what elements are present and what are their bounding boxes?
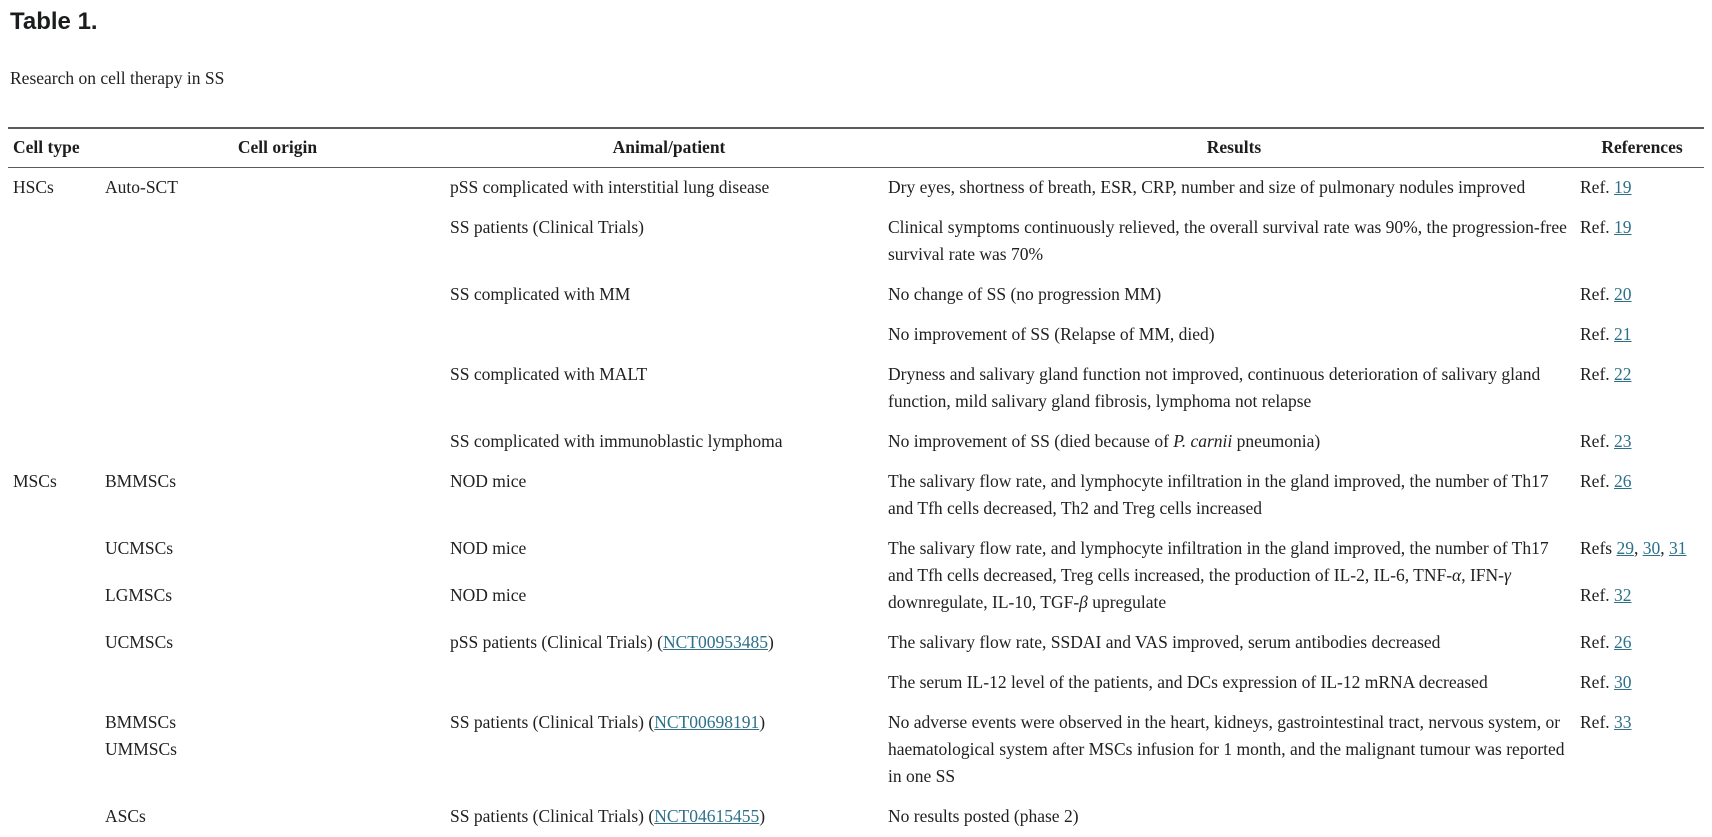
table-row [8, 462, 1704, 529]
reference-link[interactable]: 30 [1614, 672, 1632, 692]
animal-patient-cell [450, 208, 888, 275]
text-segment: Ref. [1580, 217, 1614, 237]
table-title: Table 1. [10, 8, 1704, 36]
cell-line [1580, 535, 1704, 562]
column-header-results: Results [888, 128, 1580, 168]
cell-line [105, 468, 442, 495]
cell-type-cell [8, 663, 105, 703]
cell-type-cell [8, 168, 105, 209]
cell-line [450, 803, 880, 830]
cell-origin-cell [105, 576, 450, 623]
text-segment: Auto-SCT [105, 177, 178, 197]
cell-type-cell [8, 529, 105, 576]
cell-type-cell [8, 422, 105, 462]
table-row [8, 315, 1704, 355]
cell-line [450, 468, 880, 495]
column-header-cell-type: Cell type [8, 128, 105, 168]
cell-line [450, 174, 880, 201]
cell-line [1580, 321, 1704, 348]
italic-text: β [1079, 592, 1088, 612]
cell-origin-cell [105, 422, 450, 462]
text-segment: NOD mice [450, 471, 526, 491]
cell-line [888, 468, 1572, 522]
cell-line [1580, 582, 1704, 609]
cell-line [450, 428, 880, 455]
column-header-cell-origin: Cell origin [105, 128, 450, 168]
cell-line [13, 468, 97, 495]
cell-line [1580, 468, 1704, 495]
text-segment: No adverse events were observed in the heart, kidneys, gastrointestinal tract, nervous system, or haematological system after MSCs infusion for 1 month, and the malignant tumour was reported in one SS [888, 712, 1565, 786]
text-segment: BMMSCs [105, 712, 176, 732]
text-segment: downregulate, IL-10, TGF- [888, 592, 1079, 612]
cell-line [1580, 361, 1704, 388]
table-header-row [8, 128, 1704, 168]
column-header-references: References [1580, 128, 1704, 168]
cell-type-cell [8, 797, 105, 837]
reference-link[interactable]: 31 [1669, 538, 1687, 558]
text-segment: SS complicated with MM [450, 284, 630, 304]
cell-origin-cell [105, 168, 450, 209]
text-segment: Ref. [1580, 364, 1614, 384]
animal-patient-cell [450, 275, 888, 315]
cell-origin-cell [105, 529, 450, 576]
cell-line [105, 736, 442, 763]
cell-line [450, 535, 880, 562]
text-segment: upregulate [1088, 592, 1166, 612]
cell-line [1580, 629, 1704, 656]
text-segment: Clinical symptoms continuously relieved, the overall survival rate was 90%, the progression-free survival rate was 70% [888, 217, 1567, 264]
cell-line [105, 174, 442, 201]
text-segment: ) [759, 712, 765, 732]
text-segment: SS patients (Clinical Trials) ( [450, 712, 654, 732]
table-row [8, 797, 1704, 837]
cell-line [450, 281, 880, 308]
cell-origin-cell [105, 703, 450, 797]
animal-patient-cell [450, 663, 888, 703]
text-segment: NOD mice [450, 538, 526, 558]
cell-origin-cell [105, 797, 450, 837]
text-segment: , IFN- [1461, 565, 1504, 585]
reference-link[interactable]: 22 [1614, 364, 1632, 384]
text-segment: SS patients (Clinical Trials) [450, 217, 644, 237]
animal-patient-cell [450, 703, 888, 797]
cell-line [1580, 214, 1704, 241]
text-segment: The serum IL-12 level of the patients, and DCs expression of IL-12 mRNA decreased [888, 672, 1488, 692]
table-row [8, 529, 1704, 576]
cell-origin-cell [105, 355, 450, 422]
text-segment: Ref. [1580, 284, 1614, 304]
animal-patient-cell [450, 529, 888, 576]
references-cell [1580, 797, 1704, 837]
cell-line [888, 361, 1572, 415]
references-cell [1580, 355, 1704, 422]
cell-line [888, 428, 1572, 455]
animal-patient-cell [450, 422, 888, 462]
results-cell [888, 355, 1580, 422]
italic-text: α [1452, 565, 1461, 585]
text-segment: ) [759, 806, 765, 826]
references-cell [1580, 663, 1704, 703]
references-cell [1580, 422, 1704, 462]
text-segment: , [1634, 538, 1643, 558]
cell-type-cell [8, 703, 105, 797]
results-cell [888, 315, 1580, 355]
text-segment: NOD mice [450, 585, 526, 605]
cell-type-cell [8, 462, 105, 529]
table-row [8, 623, 1704, 663]
reference-link[interactable]: 26 [1614, 471, 1632, 491]
reference-link[interactable]: 23 [1614, 431, 1632, 451]
text-segment: UMMSCs [105, 739, 177, 759]
italic-text: γ [1504, 565, 1511, 585]
results-cell [888, 168, 1580, 209]
cell-line [888, 321, 1572, 348]
references-cell [1580, 703, 1704, 797]
references-cell [1580, 462, 1704, 529]
text-segment: ASCs [105, 806, 146, 826]
text-segment: Ref. [1580, 324, 1614, 344]
references-cell [1580, 315, 1704, 355]
cell-origin-cell [105, 663, 450, 703]
text-segment: MSCs [13, 471, 57, 491]
animal-patient-cell [450, 797, 888, 837]
cell-line [450, 214, 880, 241]
table-row [8, 208, 1704, 275]
text-segment: HSCs [13, 177, 54, 197]
reference-link[interactable]: 19 [1614, 177, 1632, 197]
text-segment: No improvement of SS (died because of [888, 431, 1173, 451]
reference-link[interactable]: 20 [1614, 284, 1632, 304]
results-cell [888, 797, 1580, 837]
animal-patient-cell [450, 315, 888, 355]
text-segment: SS complicated with MALT [450, 364, 647, 384]
text-segment: The salivary flow rate, and lymphocyte infiltration in the gland improved, the number of Th17 and Tfh cells decreased, Treg cells increased, the production of IL-2, IL-6, TNF- [888, 538, 1549, 585]
text-segment: Ref. [1580, 585, 1614, 605]
cell-line [450, 629, 880, 656]
cell-line [1580, 174, 1704, 201]
nct-trial-link[interactable]: NCT04615455 [654, 806, 759, 826]
cell-line [888, 174, 1572, 201]
cell-line [888, 214, 1572, 268]
references-cell [1580, 275, 1704, 315]
nct-trial-link[interactable]: NCT00953485 [663, 632, 768, 652]
cell-line [1580, 428, 1704, 455]
cell-origin-cell [105, 623, 450, 663]
cell-type-cell [8, 275, 105, 315]
cell-line [13, 174, 97, 201]
text-segment: ) [768, 632, 774, 652]
animal-patient-cell [450, 462, 888, 529]
table-row [8, 275, 1704, 315]
reference-link[interactable]: 19 [1614, 217, 1632, 237]
results-cell [888, 462, 1580, 529]
text-segment: pSS complicated with interstitial lung disease [450, 177, 769, 197]
text-segment: pneumonia) [1232, 431, 1320, 451]
cell-line [888, 709, 1572, 790]
text-segment: pSS patients (Clinical Trials) ( [450, 632, 663, 652]
references-cell [1580, 168, 1704, 209]
data-table [8, 127, 1704, 837]
cell-origin-cell [105, 208, 450, 275]
cell-line [888, 629, 1572, 656]
cell-type-cell [8, 576, 105, 623]
text-segment: , [1660, 538, 1669, 558]
cell-type-cell [8, 208, 105, 275]
animal-patient-cell [450, 623, 888, 663]
cell-line [1580, 281, 1704, 308]
text-segment: SS patients (Clinical Trials) ( [450, 806, 654, 826]
text-segment: Dryness and salivary gland function not improved, continuous deterioration of salivary gland function, mild salivary gland fibrosis, lymphoma not relapse [888, 364, 1540, 411]
cell-line [105, 535, 442, 562]
text-segment: No change of SS (no progression MM) [888, 284, 1161, 304]
reference-link[interactable]: 29 [1616, 538, 1634, 558]
text-segment: UCMSCs [105, 632, 173, 652]
text-segment: Ref. [1580, 431, 1614, 451]
reference-link[interactable]: 26 [1614, 632, 1632, 652]
cell-line [450, 361, 880, 388]
text-segment: UCMSCs [105, 538, 173, 558]
cell-line [888, 669, 1572, 696]
reference-link[interactable]: 21 [1614, 324, 1632, 344]
text-segment: LGMSCs [105, 585, 172, 605]
text-segment: No improvement of SS (Relapse of MM, died) [888, 324, 1215, 344]
text-segment: The salivary flow rate, SSDAI and VAS improved, serum antibodies decreased [888, 632, 1440, 652]
text-segment: Refs [1580, 538, 1616, 558]
results-cell [888, 703, 1580, 797]
table-row [8, 663, 1704, 703]
references-cell [1580, 576, 1704, 623]
reference-link[interactable]: 33 [1614, 712, 1632, 732]
text-segment: No results posted (phase 2) [888, 806, 1079, 826]
table-row [8, 703, 1704, 797]
cell-line [105, 629, 442, 656]
results-cell [888, 623, 1580, 663]
column-header-animal-patient: Animal/patient [450, 128, 888, 168]
text-segment: SS complicated with immunoblastic lymphoma [450, 431, 782, 451]
cell-line [1580, 709, 1704, 736]
nct-trial-link[interactable]: NCT00698191 [654, 712, 759, 732]
cell-line [105, 803, 442, 830]
cell-line [105, 709, 442, 736]
cell-origin-cell [105, 315, 450, 355]
cell-line [450, 582, 880, 609]
table-body [8, 168, 1704, 837]
cell-origin-cell [105, 275, 450, 315]
references-cell [1580, 623, 1704, 663]
table-row [8, 422, 1704, 462]
cell-line [1580, 669, 1704, 696]
animal-patient-cell [450, 355, 888, 422]
text-segment: BMMSCs [105, 471, 176, 491]
text-segment: Dry eyes, shortness of breath, ESR, CRP, number and size of pulmonary nodules improved [888, 177, 1525, 197]
cell-line [888, 535, 1572, 616]
italic-text: P. carnii [1173, 431, 1232, 451]
text-segment: Ref. [1580, 177, 1614, 197]
cell-line [105, 582, 442, 609]
results-cell [888, 422, 1580, 462]
reference-link[interactable]: 32 [1614, 585, 1632, 605]
reference-link[interactable]: 30 [1643, 538, 1661, 558]
cell-line [450, 709, 880, 736]
references-cell [1580, 208, 1704, 275]
text-segment: Ref. [1580, 712, 1614, 732]
cell-line [888, 803, 1572, 830]
results-cell [888, 529, 1580, 623]
cell-line [888, 281, 1572, 308]
results-cell [888, 663, 1580, 703]
results-cell [888, 275, 1580, 315]
references-cell [1580, 529, 1704, 576]
cell-type-cell [8, 355, 105, 422]
table-row [8, 168, 1704, 209]
animal-patient-cell [450, 168, 888, 209]
cell-origin-cell [105, 462, 450, 529]
cell-type-cell [8, 315, 105, 355]
text-segment: Ref. [1580, 632, 1614, 652]
results-cell [888, 208, 1580, 275]
text-segment: Ref. [1580, 672, 1614, 692]
text-segment: The salivary flow rate, and lymphocyte infiltration in the gland improved, the number of Th17 and Tfh cells decreased, Th2 and Treg cells increased [888, 471, 1549, 518]
text-segment: Ref. [1580, 471, 1614, 491]
table-row [8, 355, 1704, 422]
table-caption: Research on cell therapy in SS [10, 67, 1704, 89]
animal-patient-cell [450, 576, 888, 623]
cell-type-cell [8, 623, 105, 663]
